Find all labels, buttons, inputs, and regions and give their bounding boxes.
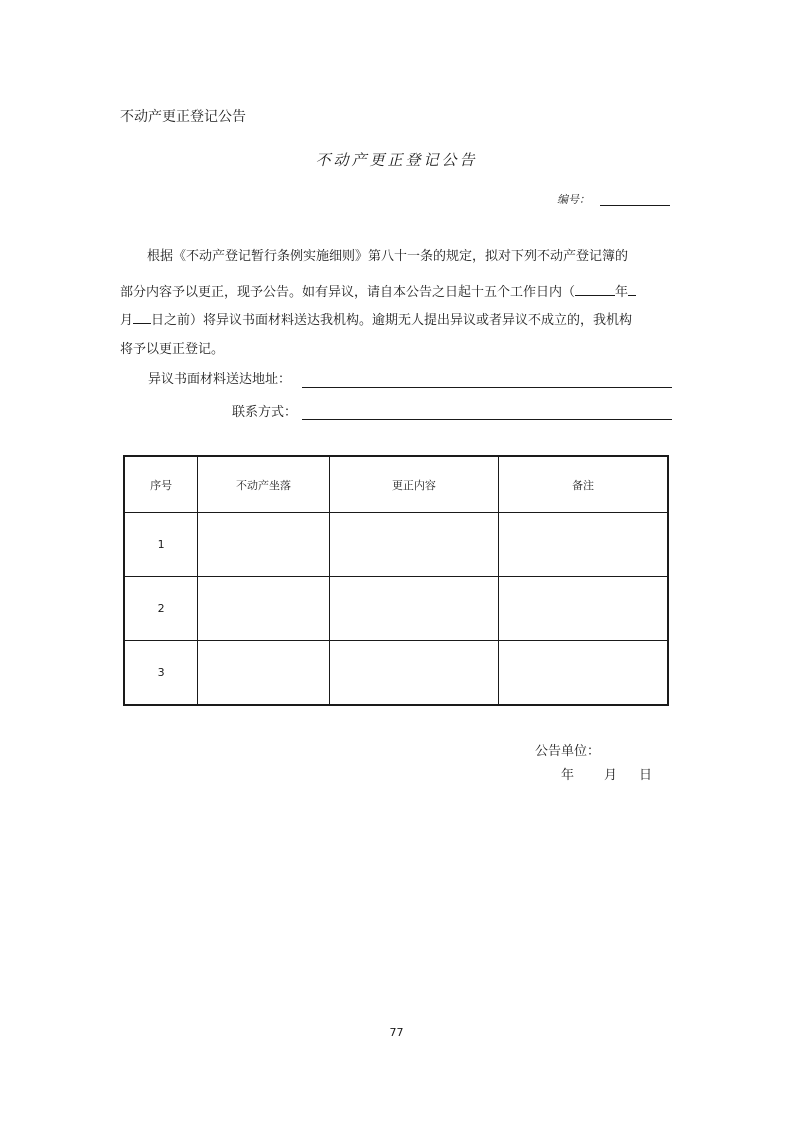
table-header-row [124, 456, 668, 513]
header-correction: 更正内容 [329, 456, 498, 513]
table-row [124, 513, 668, 577]
row-remarks [499, 513, 668, 577]
contact-label: 联系方式： [232, 405, 298, 420]
header-remarks: 备注 [499, 456, 668, 513]
header-location: 不动产坐落 [198, 456, 330, 513]
date-year-label: 年 [561, 768, 575, 783]
address-line [302, 387, 672, 388]
year-label: 年 [615, 285, 629, 300]
row-serial: 1 [124, 513, 198, 577]
line-3-text: 日之前）将异议书面材料送达我机构。逾期无人提出异议或者异议不成立的，我机构 [151, 313, 633, 328]
date-month-label: 月 [604, 768, 618, 783]
section-heading: 不动产更正登记公告 [120, 109, 246, 125]
body-paragraph-line-1: 根据《不动产登记暂行条例实施细则》第八十一条的规定，拟对下列不动产登记簿的 [147, 249, 629, 264]
year-blank [575, 280, 615, 296]
page-number: 77 [389, 1026, 404, 1039]
line-2-text: 部分内容予以更正，现予公告。如有异议，请自本公告之日起十五个工作日内（ [120, 285, 576, 300]
correction-table [123, 455, 669, 706]
row-location [198, 577, 330, 641]
contact-line [302, 419, 672, 420]
day-blank [133, 308, 151, 324]
row-location [198, 513, 330, 577]
body-paragraph-line-2 [120, 279, 636, 307]
row-correction [329, 577, 498, 641]
header-serial: 序号 [124, 456, 198, 513]
notice-title: 不动产更正登记公告 [315, 151, 478, 169]
row-correction [329, 641, 498, 706]
date-day-label: 日 [639, 768, 653, 783]
row-remarks [499, 641, 668, 706]
body-paragraph-line-4: 将予以更正登记。 [120, 342, 225, 357]
row-remarks [499, 577, 668, 641]
table-row [124, 641, 668, 706]
address-label: 异议书面材料送达地址： [148, 372, 292, 387]
row-location [198, 641, 330, 706]
trailing-blank [628, 280, 636, 296]
table-row [124, 577, 668, 641]
row-serial: 3 [124, 641, 198, 706]
row-serial: 2 [124, 577, 198, 641]
issuing-unit-label: 公告单位： [535, 744, 601, 759]
month-label: 月 [120, 313, 134, 328]
row-correction [329, 513, 498, 577]
serial-number-line [600, 205, 670, 206]
serial-number-label: 编号： [557, 193, 590, 206]
body-paragraph-line-3 [120, 307, 632, 335]
